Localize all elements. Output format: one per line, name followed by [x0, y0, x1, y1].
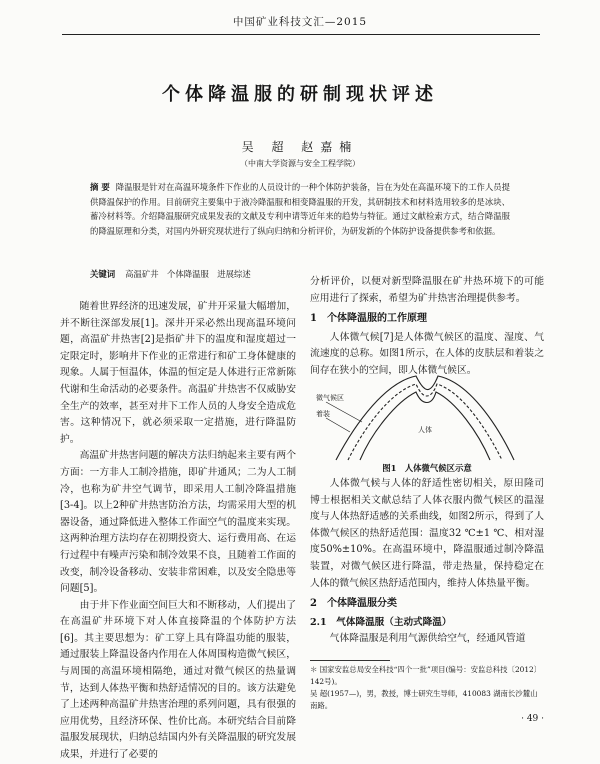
abstract-text: 降温服是针对在高温环境条件下作业的人员设计的一种个体防护装备，旨在为处在高温环境下的工作人员提供降温保护的作用。目前研究主要集中于液冷降温服和相变降温服的开发，其研制技术和材料选用较多的是冰块、蓄冷材料等。介绍降温服研究成果发表的文献及专利申请等近年来的趋势与特征。通过文献检索方式，结合降温服的降温原理和分类，对国内外研究现状进行了纵向归纳和分析评价，为研发新的个体防护设备提供参考和依据。	[90, 182, 511, 236]
authors: 吴 超 赵嘉楠	[241, 140, 359, 154]
footnote: ＊ 国家安监总局安全科技“四个一批”项目(编号：安监总科技〔2012〕142号)。	[310, 665, 542, 686]
abstract	[90, 180, 510, 238]
section-heading	[310, 596, 544, 613]
figure-label-microclimate: 微气候区	[316, 394, 344, 402]
garment-outline	[336, 376, 514, 460]
microclimate-zone	[348, 384, 502, 460]
paragraph: 分析评价，以便对新型降温服在矿井热环境下的可能应用进行了探索，希望为矿井热害治理提供参考。	[310, 276, 544, 304]
section-number: 1	[310, 313, 317, 325]
subsection-number: 2.1	[310, 616, 327, 628]
keywords-text: 高温矿井 个体降温服 进展综述	[125, 269, 251, 279]
paragraph: 人体微气候[7]是人体微气候区的温度、湿度、气流速度的总称。如图1所示，在人体的皮肤层和着装之间存在狭小的空间，即人体微气候区。	[310, 331, 544, 376]
section-title: 个体降温服分类	[326, 598, 397, 610]
footnote: 吴 超(1957—)，男，教授，博士研究生导师，410083 湖南长沙麓山南路。	[310, 689, 538, 710]
figure-label-body: 人体	[418, 426, 432, 434]
paragraph: 高温矿井热害问题的解决方法归纳起来主要有两个方面：一方非人工制冷措施，即矿井通风；二为人工制冷，也称为矿井空气调节，即采用人工制冷降温措施[3-4]。以上2种矿井热害防治方法，均需采用大型的机器设备，通过降低进入整体工作面空气的温度来实现。这两种治理方法均存在初期投资大、运行费用高、在运行过程中有噪声污染和制冷效果不良，且随着工作面的改变，制冷设备移动、安装非常困难，以及安全隐患等问题[5]。	[60, 450, 296, 595]
figure-microclimate	[316, 362, 534, 462]
figure-caption: 图1 人体微气候区示意	[382, 463, 472, 473]
footnotes	[310, 664, 544, 712]
section-heading	[310, 311, 544, 328]
journal-header: 中国矿业科技文汇—2015	[232, 16, 368, 28]
subsection-heading	[310, 615, 544, 632]
paragraph: 人体微气候与人体的舒适性密切相关，原田隆司博士根据相关文献总结了人体衣服内微气候区的温湿度与人体热舒适感的关系曲线，如图2所示，得到了人体微气候区的热舒适范围：温度32 ℃±1 ℃、相对湿度50%±10%。在高温环境中，降温服通过制冷降温装置，对微气候区进行降温，带走热量，保持稳定在人体的微气候区热舒适范围内，维持人体热量平衡。	[310, 478, 544, 589]
affiliation: （中南大学资源与安全工程学院）	[240, 159, 360, 168]
footnote-rule	[310, 660, 390, 661]
section-title: 个体降温服的工作原理	[326, 313, 427, 325]
section-number: 2	[310, 598, 317, 610]
left-column	[60, 299, 296, 764]
page-number: · 49 ·	[521, 714, 544, 724]
keywords-label: 关键词	[90, 269, 116, 279]
figure-label-garment: 着装	[316, 410, 330, 418]
paper-title: 个体降温服的研制现状评述	[162, 84, 438, 105]
header-rule	[62, 34, 540, 35]
paragraph: 气体降温服是利用气源供给空气，经通风管道	[329, 633, 526, 645]
subsection-title: 气体降温服（主动式降温）	[336, 616, 452, 628]
abstract-label: 摘 要	[90, 182, 110, 192]
paragraph: 由于井下作业面空间巨大和不断移动，人们提出了在高温矿井环境下对人体直接降温的个体防护方法[6]。其主要思想为：矿工穿上具有降温功能的服装，通过服装上降温设备内作用在人体周围构造微气候区，与周围的高温环境相隔绝，通过对微气候区的热量调节，达到人体热平衡和热舒适情况的目的。该方法避免了上述两种高温矿井热害治理的系列问题，具有很强的应用优势，且经济环保、性价比高。本研究结合目前降温服发展现状，归纳总结国内外有关降温服的研究发展成果，并进行了必要的	[60, 599, 296, 761]
right-column-bottom	[310, 476, 544, 648]
paragraph: 随着世界经济的迅速发展，矿井开采量大幅增加，并不断往深部发展[1]。深井开采必然出现高温环境问题，高温矿井热害[2]是指矿井下的温度和湿度超过一定限定时，影响井下作业的正常进行和矿工身体健康的现象。人属于恒温体，体温的恒定是人体进行正常新陈代谢和生命活动的必要条件。高温矿井热害不仅威胁安全生产的效率，甚至对井下工作人员的人身安全造成危害。这种情况下，就必须采取一定措施，进行降温防护。	[60, 301, 296, 445]
